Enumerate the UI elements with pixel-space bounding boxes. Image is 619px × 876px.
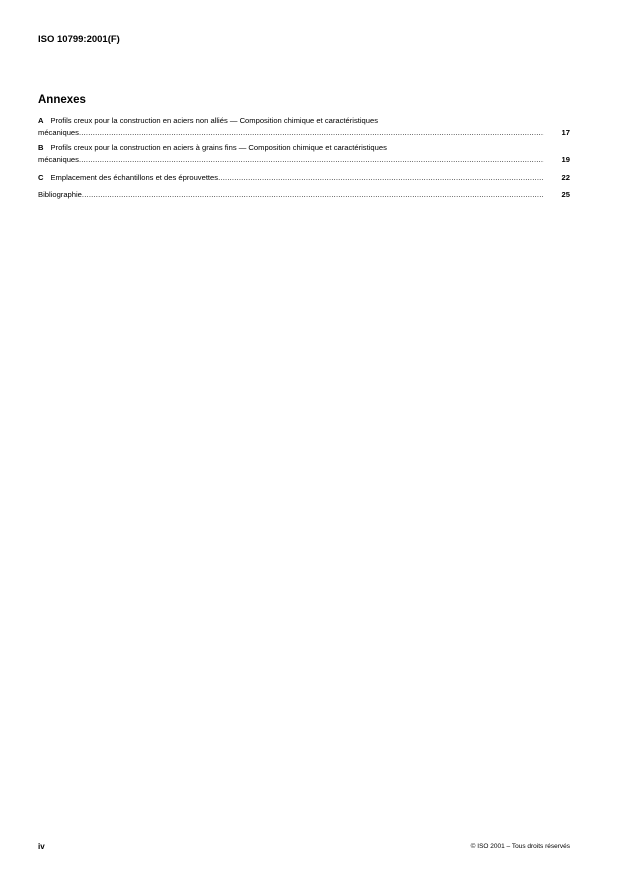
page-number: 25 (561, 190, 570, 199)
entry-title: Profils creux pour la construction en aciers à grains fins — Composition chimique et caractéristiques (50, 143, 387, 152)
entry-title: Emplacement des échantillons et des éprouvettes (50, 173, 219, 182)
dot-leader (82, 189, 544, 201)
toc-entry-bibliography[interactable] (38, 189, 570, 201)
dot-leader (218, 172, 544, 184)
toc-entry-annex-a[interactable] (38, 115, 570, 139)
document-id-header: ISO 10799:2001(F) (38, 34, 120, 45)
footer-page-number: iv (38, 842, 45, 851)
entry-title: Bibliographie (38, 190, 82, 199)
annex-letter: B (38, 143, 44, 152)
page-number: 17 (561, 128, 570, 137)
section-title: Annexes (38, 94, 86, 106)
footer-copyright: © ISO 2001 – Tous droits réservés (470, 843, 570, 850)
page-number: 22 (561, 173, 570, 182)
dot-leader (79, 154, 544, 166)
entry-title-cont: mécaniques (38, 155, 79, 164)
entry-title: Profils creux pour la construction en aciers non alliés — Composition chimique et caractéristiques (50, 116, 379, 125)
dot-leader (79, 127, 544, 139)
entry-title-cont: mécaniques (38, 128, 79, 137)
annex-letter: C (38, 173, 44, 182)
toc-entry-annex-c[interactable] (38, 172, 570, 184)
annex-letter: A (38, 116, 44, 125)
toc-entry-annex-b[interactable] (38, 142, 570, 166)
page-number: 19 (561, 155, 570, 164)
